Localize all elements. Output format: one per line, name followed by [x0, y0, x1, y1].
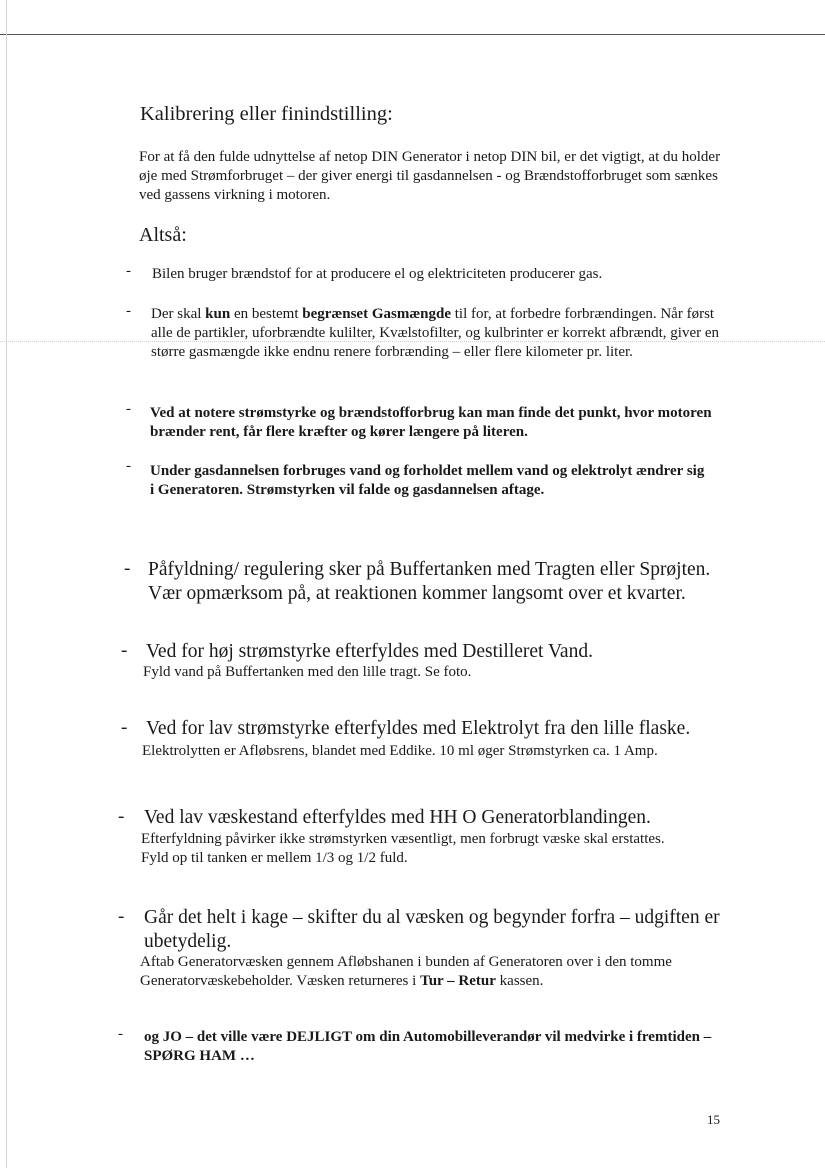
item-text-part: Der skal	[151, 306, 206, 322]
item-text-bold: kun	[205, 306, 231, 322]
page-heading: Kalibrering eller finindstilling:	[140, 103, 393, 125]
bullet-dash: -	[118, 1026, 123, 1042]
item-text-part: til for, at forbedre forbrændingen. Når først alle de partikler, uforbrændte kulilter, Kvælstofilter, og kulbrinter er korrekt afbrændt, giver en større gasmængde ikke endnu renere forbrænding – eller flere kilometer pr. liter.	[151, 306, 720, 360]
item-text-part: Aftab Generatorvæsken gennem Afløbshanen i bunden af Generatoren over i den tomme Generatorvæskebeholder. Væsken returneres i	[140, 954, 672, 989]
item-text-part: kassen.	[495, 973, 544, 989]
scan-edge-top	[0, 34, 825, 35]
item-text: Påfyldning/ regulering sker på Buffertanken med Tragten eller Sprøjten. Vær opmærksom på, at reaktionen kommer langsomt over et kvarter.	[148, 559, 711, 604]
item-text: Fyld vand på Buffertanken med den lille tragt. Se foto.	[143, 664, 472, 680]
bullet-dash: -	[118, 806, 125, 827]
section-label: Altså:	[139, 224, 187, 246]
bullet-dash: -	[126, 401, 131, 417]
item-text: Efterfyldning påvirker ikke strømstyrken væsentligt, men forbrugt væske skal erstattes. Fyld op til tanken er mellem 1/3 og 1/2 fuld.	[141, 831, 665, 866]
item-text-part: en bestemt	[230, 306, 303, 322]
page-number: 15	[707, 1112, 720, 1127]
bullet-dash: -	[126, 303, 131, 319]
bullet-dash: -	[121, 640, 128, 661]
intro-paragraph: For at få den fulde udnyttelse af netop DIN Generator i netop DIN bil, er det vigtigt, at du holder øje med Strømforbruget – der giver energi til gasdannelsen - og Brændstofforbruget som sænkes ved gassens virkning i motoren.	[139, 149, 721, 203]
item-heading: Går det helt i kage – skifter du al væsken og begynder forfra – udgiften er ubetydelig.	[144, 907, 720, 952]
item-heading: Ved lav væskestand efterfyldes med HH O Generatorblandingen.	[144, 807, 651, 828]
item-text: Elektrolytten er Afløbsrens, blandet med Eddike. 10 ml øger Strømstyrken ca. 1 Amp.	[142, 743, 658, 759]
item-text-bold: begrænset Gasmængde	[302, 306, 452, 322]
bullet-dash: -	[124, 558, 131, 579]
scan-edge-left	[6, 0, 7, 1168]
item-heading: Ved for høj strømstyrke efterfyldes med Destilleret Vand.	[146, 641, 593, 662]
item-text-bold: Tur – Retur	[420, 973, 496, 989]
bullet-dash: -	[121, 717, 128, 738]
bullet-dash: -	[126, 458, 131, 474]
item-text: Ved at notere strømstyrke og brændstofforbrug kan man finde det punkt, hvor motoren brænder rent, får flere kræfter og kører længere på literen.	[150, 405, 712, 440]
item-text	[151, 305, 723, 362]
item-text: Bilen bruger brændstof for at producere el og elektriciteten producerer gas.	[152, 266, 603, 282]
bullet-dash: -	[118, 906, 125, 927]
item-text: og JO – det ville være DEJLIGT om din Automobilleverandør vil medvirke i fremtiden – SPØRG HAM …	[144, 1029, 712, 1064]
item-heading: Ved for lav strømstyrke efterfyldes med Elektrolyt fra den lille flaske.	[146, 718, 691, 739]
item-text	[140, 953, 700, 991]
item-text: Under gasdannelsen forbruges vand og forholdet mellem vand og elektrolyt ændrer sig i Generatoren. Strømstyrken vil falde og gasdannelsen aftage.	[150, 463, 705, 498]
bullet-dash: -	[126, 263, 131, 279]
